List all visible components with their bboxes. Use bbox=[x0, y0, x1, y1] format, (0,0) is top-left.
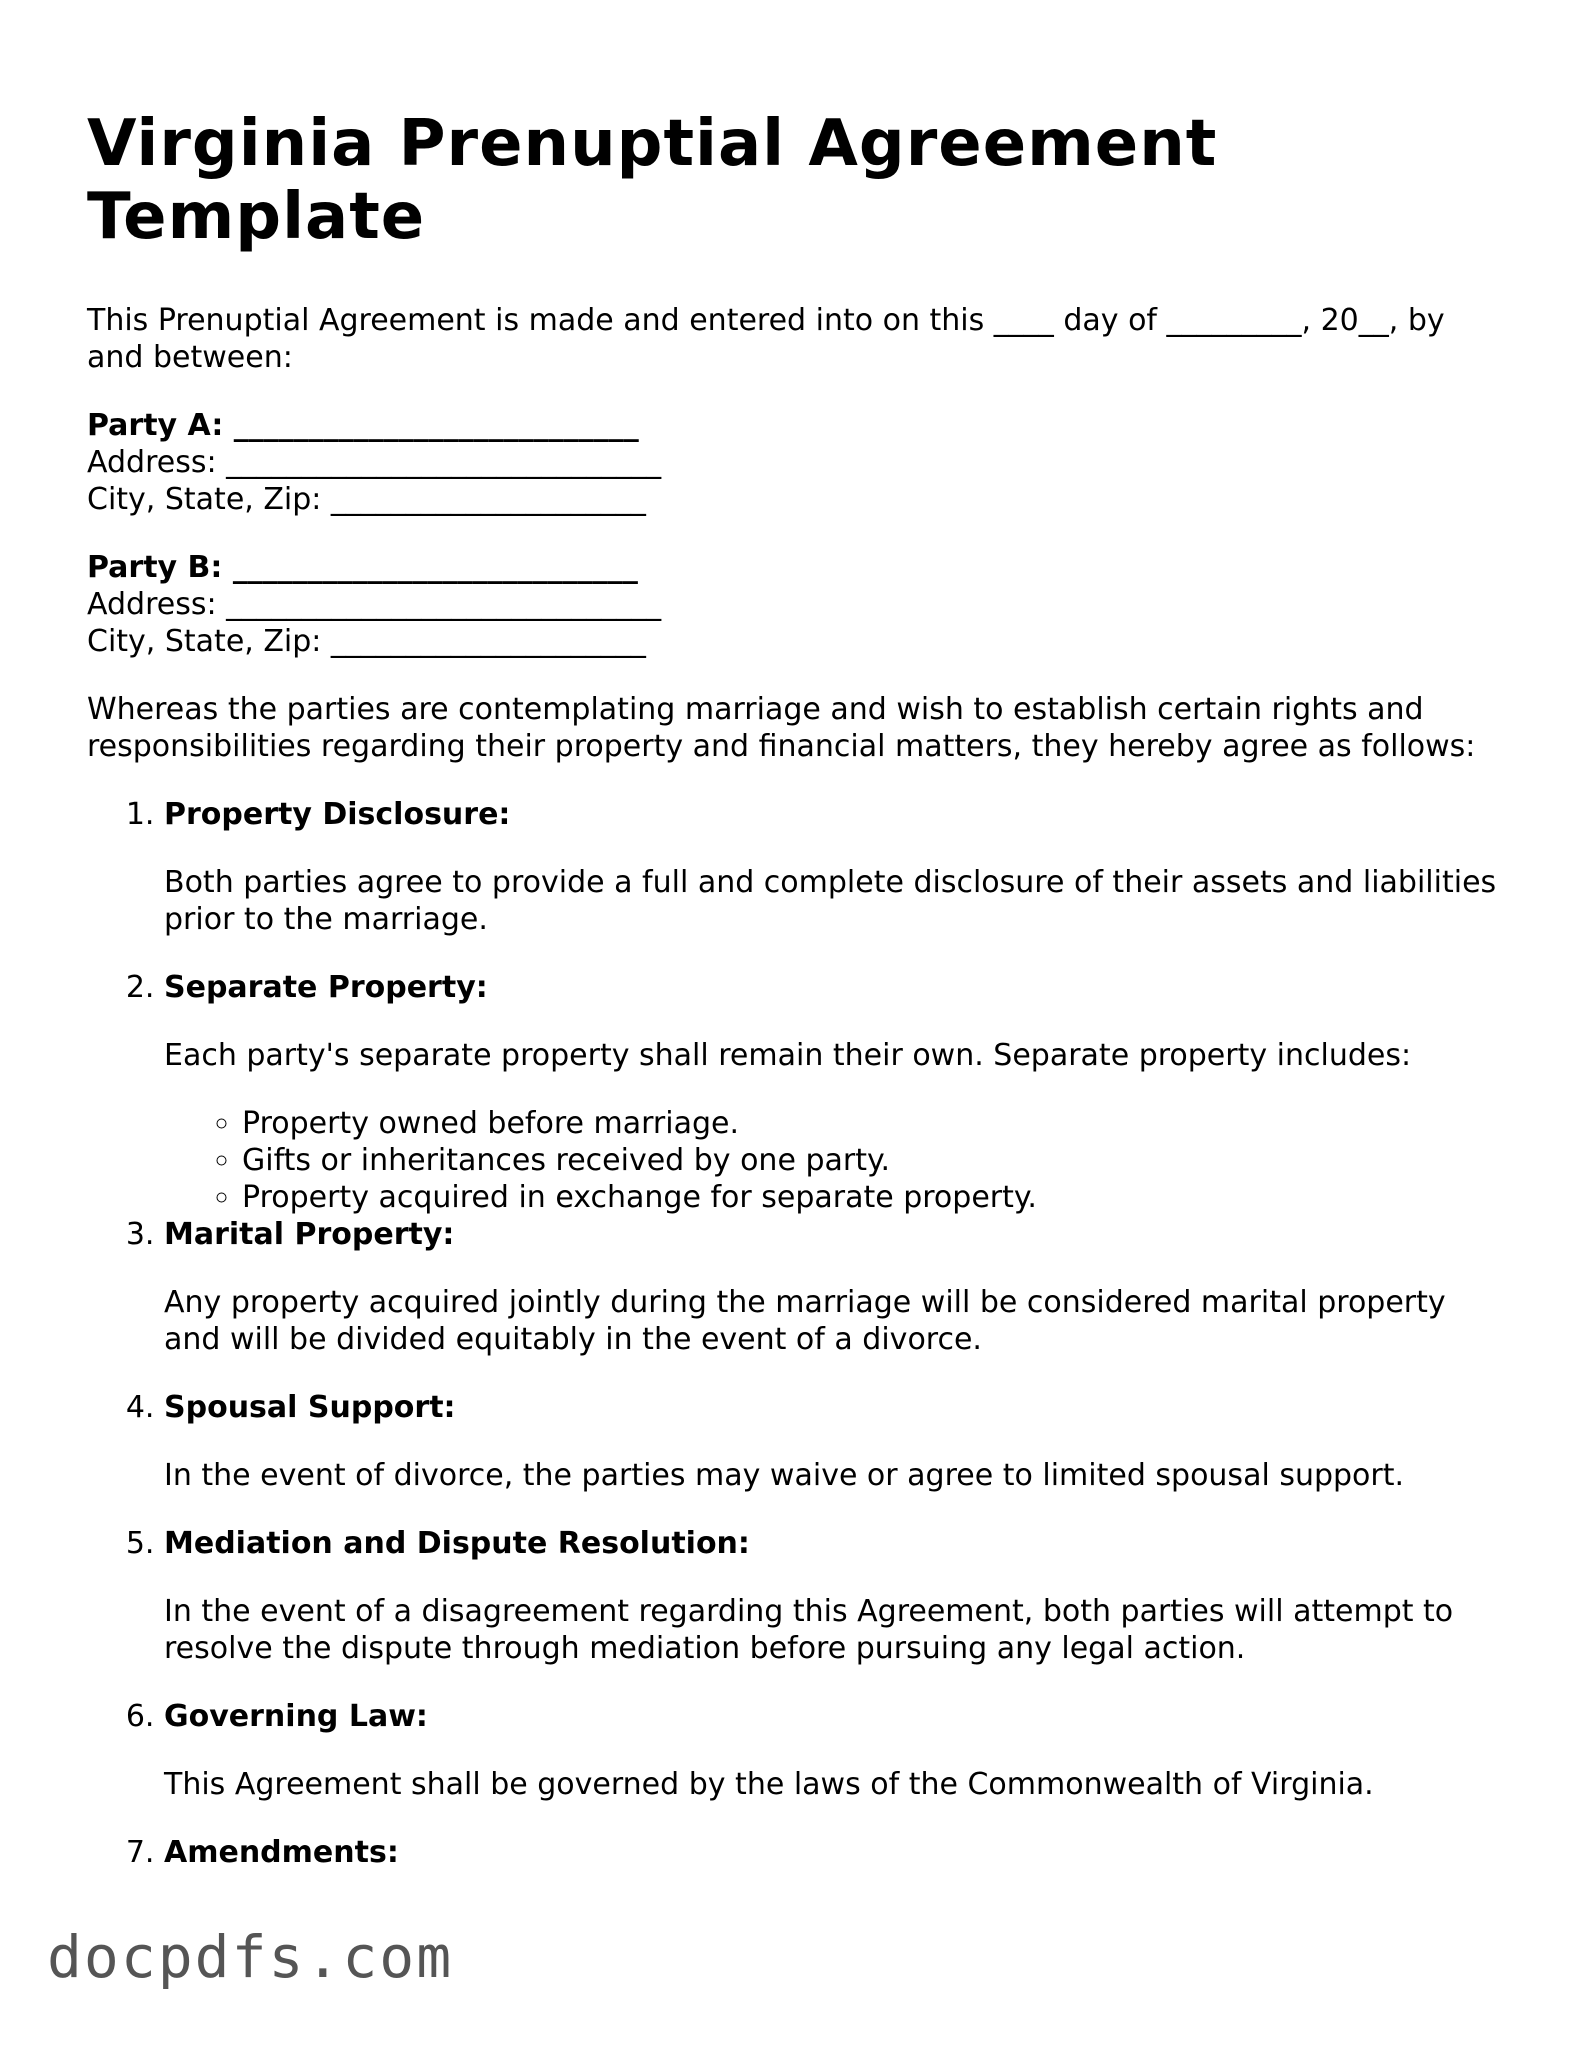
party-b-name-line: Party B: ___________________________ bbox=[87, 550, 638, 585]
section-title: 4. Spousal Support: bbox=[164, 1390, 456, 1425]
section-property-disclosure bbox=[164, 796, 1507, 938]
separate-property-list bbox=[164, 1105, 1507, 1216]
section-separate-property bbox=[164, 969, 1507, 1216]
section-mediation bbox=[164, 1525, 1507, 1667]
intro-paragraph: This Prenuptial Agreement is made and entered into on this ____ day of _________, 20__, by and between: bbox=[87, 303, 1445, 375]
party-a-block bbox=[87, 407, 1507, 518]
whereas-paragraph: Whereas the parties are contemplating marriage and wish to establish certain rights and responsibilities regarding their property and financial matters, they hereby agree as follows: bbox=[87, 692, 1476, 764]
section-body: Both parties agree to provide a full and complete disclosure of their assets and liabilities prior to the marriage. bbox=[164, 865, 1497, 937]
section-body: Each party's separate property shall remain their own. Separate property includes: bbox=[164, 1038, 1412, 1073]
section-title: 3. Marital Property: bbox=[164, 1217, 455, 1252]
party-a-name-line: Party A: ___________________________ bbox=[87, 408, 639, 443]
section-body: This Agreement shall be governed by the laws of the Commonwealth of Virginia. bbox=[164, 1767, 1374, 1802]
list-item: ◦ Property acquired in exchange for separate property. bbox=[242, 1179, 1507, 1216]
party-b-address-line: Address: _____________________________ bbox=[87, 587, 662, 622]
list-item: ◦ Gifts or inheritances received by one party. bbox=[242, 1142, 1507, 1179]
party-b-block bbox=[87, 549, 1507, 660]
section-governing-law bbox=[164, 1698, 1507, 1803]
section-body: Any property acquired jointly during the marriage will be considered marital property and will be divided equitably in the event of a divorce. bbox=[164, 1285, 1446, 1357]
party-a-address-line: Address: _____________________________ bbox=[87, 445, 662, 480]
party-b-city-line: City, State, Zip: _____________________ bbox=[87, 624, 646, 659]
section-spousal-support bbox=[164, 1389, 1507, 1494]
section-body: In the event of a disagreement regarding this Agreement, both parties will attempt to resolve the dispute through mediation before pursuing any legal action. bbox=[164, 1594, 1454, 1666]
document-page bbox=[87, 108, 1507, 1871]
section-title: 5. Mediation and Dispute Resolution: bbox=[164, 1526, 750, 1561]
list-item: ◦ Property owned before marriage. bbox=[242, 1105, 1507, 1142]
section-amendments bbox=[164, 1834, 1507, 1871]
watermark-text: docpdfs.com bbox=[47, 1923, 454, 1991]
section-title: 2. Separate Property: bbox=[164, 970, 488, 1005]
section-title: 1. Property Disclosure: bbox=[164, 797, 511, 832]
section-marital-property bbox=[164, 1216, 1507, 1358]
section-body: In the event of divorce, the parties may waive or agree to limited spousal support. bbox=[164, 1458, 1405, 1493]
section-title: 6. Governing Law: bbox=[164, 1699, 428, 1734]
section-title: 7. Amendments: bbox=[164, 1835, 399, 1870]
party-a-city-line: City, State, Zip: _____________________ bbox=[87, 482, 646, 517]
document-title: Virginia Prenuptial Agreement Template bbox=[87, 107, 1218, 254]
agreement-sections bbox=[87, 796, 1507, 1871]
